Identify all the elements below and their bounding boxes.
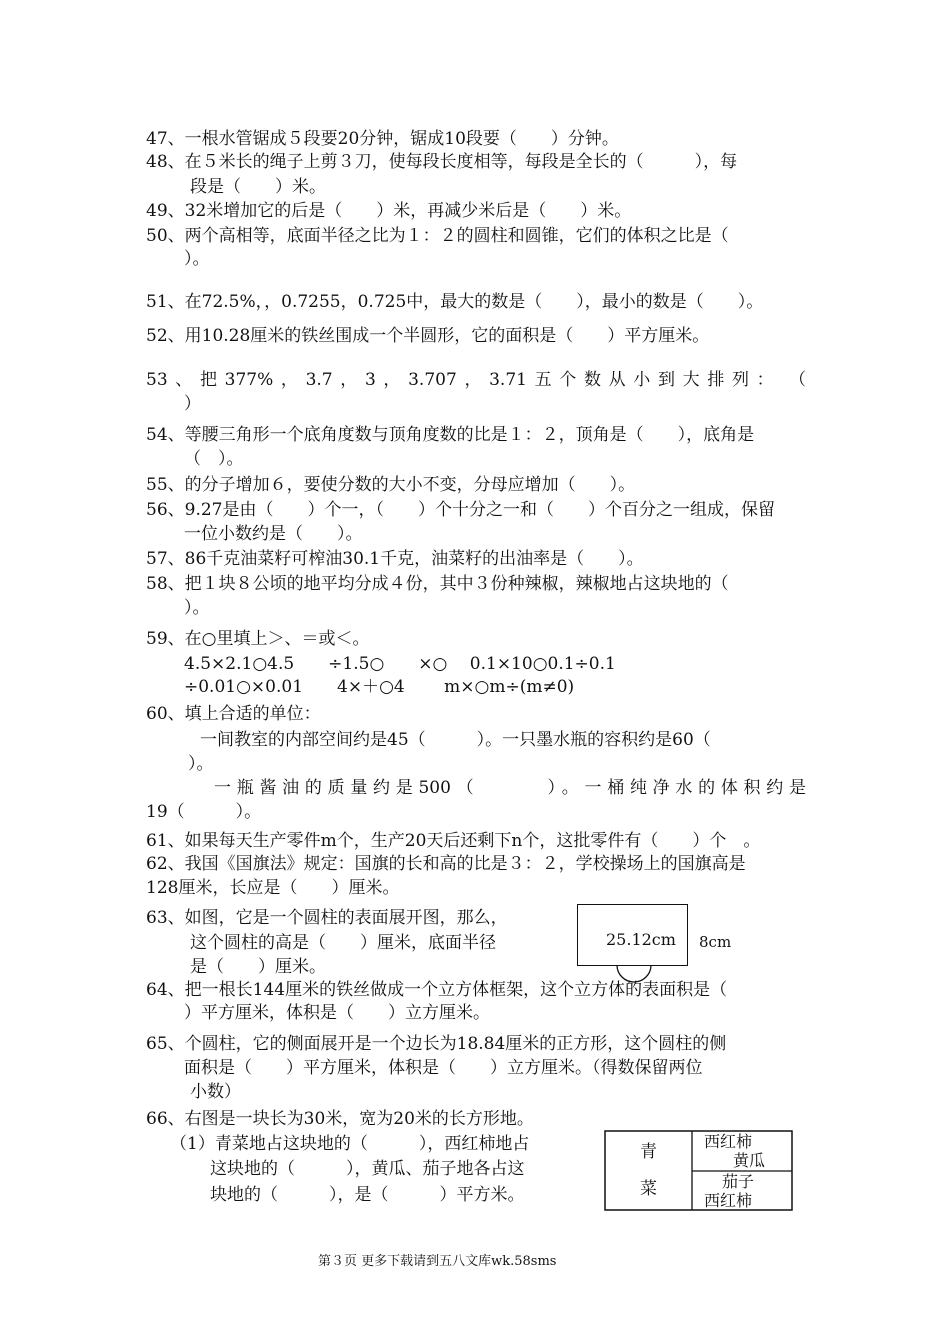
question-60-row2: 一瓶酱油的质量约是500（ ）。一桶纯净水的体积约是 [214, 778, 806, 798]
field-diagram [604, 1130, 794, 1212]
question-59: 59、在○里填上＞、＝或＜。 [146, 629, 370, 649]
field-label-huanggua: 黄瓜 [733, 1151, 766, 1170]
question-54-line2: （ ）。 [184, 449, 244, 469]
question-50-line1: 50、两个高相等，底面半径之比为１：２的圆柱和圆锥，它们的体积之比是（ [146, 226, 729, 246]
question-61: 61、如果每天生产零件m个，生产20天后还剩下n个，这批零件有（ ）个 。 [146, 831, 761, 851]
field-label-qiezi: 茄子 [722, 1172, 755, 1191]
question-53-line2: ） [184, 394, 201, 414]
question-62-line2: 128厘米，长应是（ ）厘米。 [146, 878, 400, 898]
question-64-line2: ）平方厘米，体积是（ ）立方厘米。 [184, 1003, 490, 1023]
question-60: 60、填上合适的单位： [146, 704, 321, 724]
question-60-row1: 一间教室的内部空间约是45（ ）。一只墨水瓶的容积约是60（ [200, 730, 711, 750]
question-53-line1: 53、把377%，3.7，3，3.707，3.71五个数从小到大排列： （ [146, 370, 806, 390]
question-63-line3: 是（ ）厘米。 [190, 957, 326, 977]
question-58-line1: 58、把１块８公顷的地平均分成４份，其中３份种辣椒，辣椒地占这块地的（ [146, 574, 729, 594]
question-63-line2: 这个圆柱的高是（ ）厘米，底面半径 [190, 933, 496, 953]
question-66-part1-line3: 块地的（ ），是（ ）平方米。 [210, 1185, 525, 1205]
question-62-line1: 62、我国《国旗法》规定：国旗的长和高的比是３：２，学校操场上的国旗高是 [146, 854, 746, 874]
field-label-qing: 青 [640, 1142, 657, 1162]
question-60-row1-cont: ）。 [188, 754, 214, 774]
question-56-line2: 一位小数约是（ ）。 [184, 524, 363, 544]
question-47: 47、一根水管锯成５段要20分钟，锯成10段要（ ）分钟。 [146, 129, 619, 149]
question-57: 57、86千克油菜籽可榨油30.1千克，油菜籽的出油率是（ ）。 [146, 549, 644, 569]
page-footer: 第３页 更多下载请到五八文库wk.58sms [318, 1254, 557, 1269]
question-60-row2-cont: 19（ ）。 [146, 802, 262, 822]
question-66-part1-line2: 这块地的（ ），黄瓜、茄子地各占这 [210, 1159, 525, 1179]
field-label-cai: 菜 [640, 1179, 657, 1199]
question-54-line1: 54、等腰三角形一个底角度数与顶角度数的比是１：２，顶角是（ ），底角是 [146, 425, 755, 445]
question-66: 66、右图是一块长为30米，宽为20米的长方形地。 [146, 1109, 534, 1129]
question-59-row2: ÷0.01○×0.01 4×＋○4 m×○m÷(m≠0) [184, 677, 575, 697]
question-65-line1: 65、个圆柱，它的侧面展开是一个边长为18.84厘米的正方形，这个圆柱的侧 [146, 1034, 727, 1054]
cylinder-net-width-label: 25.12cm [606, 930, 676, 949]
question-64-line1: 64、把一根长144厘米的铁丝做成一个立方体框架，这个立方体的表面积是（ [146, 980, 728, 1000]
field-label-xihongshi-top: 西红柿 [704, 1132, 753, 1151]
question-65-line2: 面积是（ ）平方厘米，体积是（ ）立方厘米。（得数保留两位 [184, 1058, 703, 1078]
question-59-row1: 4.5×2.1○4.5 ÷1.5○ ×○ 0.1×10○0.1÷0.1 [184, 654, 616, 674]
cylinder-net-height-label: 8cm [699, 933, 732, 951]
question-51: 51、在72.5%，，0.7255，0.725中，最大的数是（ ），最小的数是（ ）。 [146, 292, 764, 312]
question-52: 52、用10.28厘米的铁丝围成一个半圆形，它的面积是（ ）平方厘米。 [146, 326, 710, 346]
question-66-part1-line1: （1）青菜地占这块地的（ ），西红柿地占 [170, 1134, 530, 1154]
question-48-line2: 段是（ ）米。 [190, 177, 326, 197]
question-65-line3: 小数） [190, 1082, 241, 1102]
question-49: 49、32米增加它的后是（ ）米，再减少米后是（ ）米。 [146, 201, 632, 221]
question-48-line1: 48、在５米长的绳子上剪３刀，使每段长度相等，每段是全长的（ ），每 [146, 152, 738, 172]
question-56-line1: 56、9.27是由（ ）个一，（ ）个十分之一和（ ）个百分之一组成，保留 [146, 500, 775, 520]
question-58-line2: ）。 [184, 598, 210, 618]
question-55: 55、的分子增加６，要使分数的大小不变，分母应增加（ ）。 [146, 475, 636, 495]
field-label-xihongshi-bottom: 西红柿 [704, 1191, 753, 1210]
question-63-line1: 63、如图，它是一个圆柱的表面展开图，那么， [146, 908, 508, 928]
question-50-line2: ）。 [184, 249, 210, 269]
